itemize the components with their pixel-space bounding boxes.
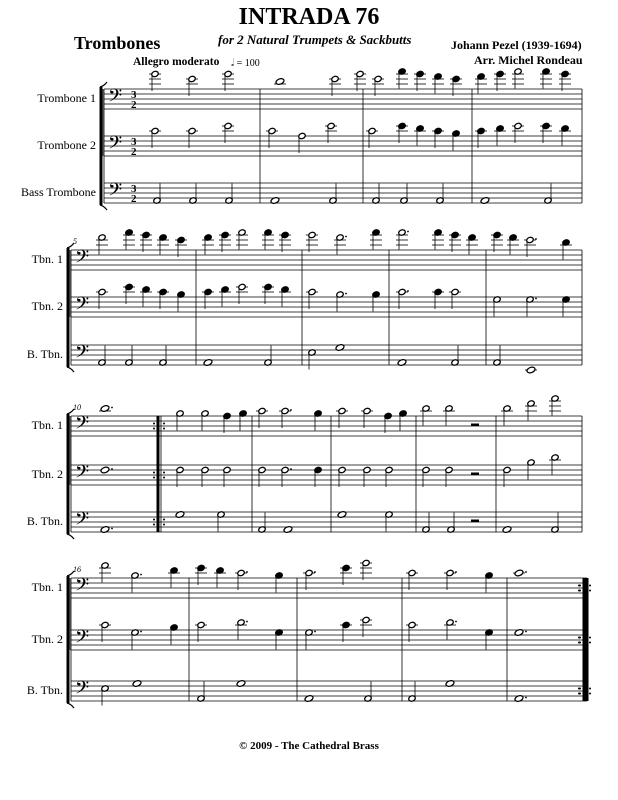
dot <box>140 631 142 633</box>
copyright-footer: © 2009 - The Cathedral Brass <box>239 740 379 752</box>
instrument-label: Tbn. 1 <box>31 580 63 594</box>
instrument-label: Tbn. 2 <box>31 299 63 313</box>
dot <box>455 621 457 623</box>
instrument-label: Trombone 2 <box>37 138 96 152</box>
instrument-label: Trombone 1 <box>37 91 96 105</box>
repeat-dot <box>589 688 591 690</box>
instrument-label: Tbn. 2 <box>31 467 63 481</box>
repeat-dot <box>163 472 165 474</box>
dot <box>314 631 316 633</box>
dot <box>290 409 292 411</box>
time-signature-bottom: 2 <box>131 193 137 205</box>
repeat-dot <box>163 477 165 479</box>
half-rest-icon <box>471 520 479 523</box>
dot <box>111 407 113 409</box>
bass-clef-icon: 𝄢 <box>108 179 123 204</box>
dot <box>345 293 347 295</box>
arranger: Arr. Michel Rondeau <box>474 53 583 67</box>
part-name: Trombones <box>74 33 161 53</box>
repeat-dot <box>589 693 591 695</box>
repeat-dot <box>579 688 581 690</box>
dot <box>407 231 409 233</box>
repeat-dot <box>589 585 591 587</box>
dot <box>535 238 537 240</box>
bass-clef-icon: 𝄢 <box>108 85 123 110</box>
dot <box>140 574 142 576</box>
bracket-bottom <box>100 205 107 210</box>
bracket-bottom <box>67 367 74 372</box>
measure-number: 10 <box>73 403 81 412</box>
score-subtitle: for 2 Natural Trumpets & Sackbutts <box>218 32 412 47</box>
bass-clef-icon: 𝄢 <box>75 293 90 318</box>
bass-clef-icon: 𝄢 <box>108 132 123 157</box>
dot <box>455 571 457 573</box>
repeat-dot <box>153 428 155 430</box>
tempo-marking: Allegro moderato <box>133 56 220 68</box>
repeat-dot <box>579 642 581 644</box>
bass-clef-icon: 𝄢 <box>75 246 90 271</box>
dot <box>246 571 248 573</box>
measure-number: 16 <box>73 565 81 574</box>
notehead <box>100 466 110 474</box>
dot <box>314 571 316 573</box>
bass-clef-icon: 𝄢 <box>75 574 90 599</box>
composer: Johann Pezel (1939-1694) <box>451 38 582 52</box>
bass-clef-icon: 𝄢 <box>75 341 90 366</box>
repeat-dot <box>163 524 165 526</box>
metronome-value: = 100 <box>236 58 260 69</box>
time-signature-top: 3 <box>131 89 137 101</box>
measure-number: 5 <box>73 237 77 246</box>
time-signature-top: 3 <box>131 136 137 148</box>
half-note-icon: 𝅗𝅥 <box>231 58 235 69</box>
repeat-dot <box>579 637 581 639</box>
instrument-label: B. Tbn. <box>26 347 63 361</box>
bracket-bottom <box>67 534 74 539</box>
repeat-dot <box>579 590 581 592</box>
dot <box>525 697 527 699</box>
instrument-label: Bass Trombone <box>20 185 96 199</box>
half-rest-icon <box>471 424 479 427</box>
repeat-dot <box>579 693 581 695</box>
bass-clef-icon: 𝄢 <box>75 677 90 702</box>
bass-clef-icon: 𝄢 <box>75 626 90 651</box>
instrument-label: Tbn. 1 <box>31 418 63 432</box>
dot <box>525 631 527 633</box>
dot <box>111 468 113 470</box>
repeat-dot <box>579 585 581 587</box>
dot <box>525 571 527 573</box>
half-rest-icon <box>471 473 479 476</box>
bass-clef-icon: 𝄢 <box>75 412 90 437</box>
instrument-label: B. Tbn. <box>26 683 63 697</box>
score-title: INTRADA 76 <box>238 4 380 30</box>
notehead <box>514 569 524 577</box>
repeat-dot <box>153 477 155 479</box>
repeat-dot <box>589 642 591 644</box>
repeat-dot <box>589 590 591 592</box>
repeat-dot <box>589 637 591 639</box>
instrument-label: B. Tbn. <box>26 514 63 528</box>
repeat-dot <box>153 524 155 526</box>
repeat-dot <box>153 472 155 474</box>
repeat-dot <box>163 423 165 425</box>
repeat-dot <box>153 519 155 521</box>
bass-clef-icon: 𝄢 <box>75 508 90 533</box>
repeat-dot <box>153 423 155 425</box>
bracket-top <box>100 82 107 87</box>
time-signature-bottom: 2 <box>131 99 137 111</box>
dot <box>535 298 537 300</box>
time-signature-top: 3 <box>131 183 137 195</box>
notehead <box>526 366 536 374</box>
bracket-bottom <box>67 703 74 708</box>
dot <box>246 621 248 623</box>
dot <box>407 290 409 292</box>
bass-clef-icon: 𝄢 <box>75 461 90 486</box>
time-signature-bottom: 2 <box>131 146 137 158</box>
repeat-dot <box>163 519 165 521</box>
instrument-label: Tbn. 1 <box>31 252 63 266</box>
dot <box>345 236 347 238</box>
dot <box>290 468 292 470</box>
instrument-label: Tbn. 2 <box>31 632 63 646</box>
repeat-dot <box>163 428 165 430</box>
dot <box>111 528 113 530</box>
